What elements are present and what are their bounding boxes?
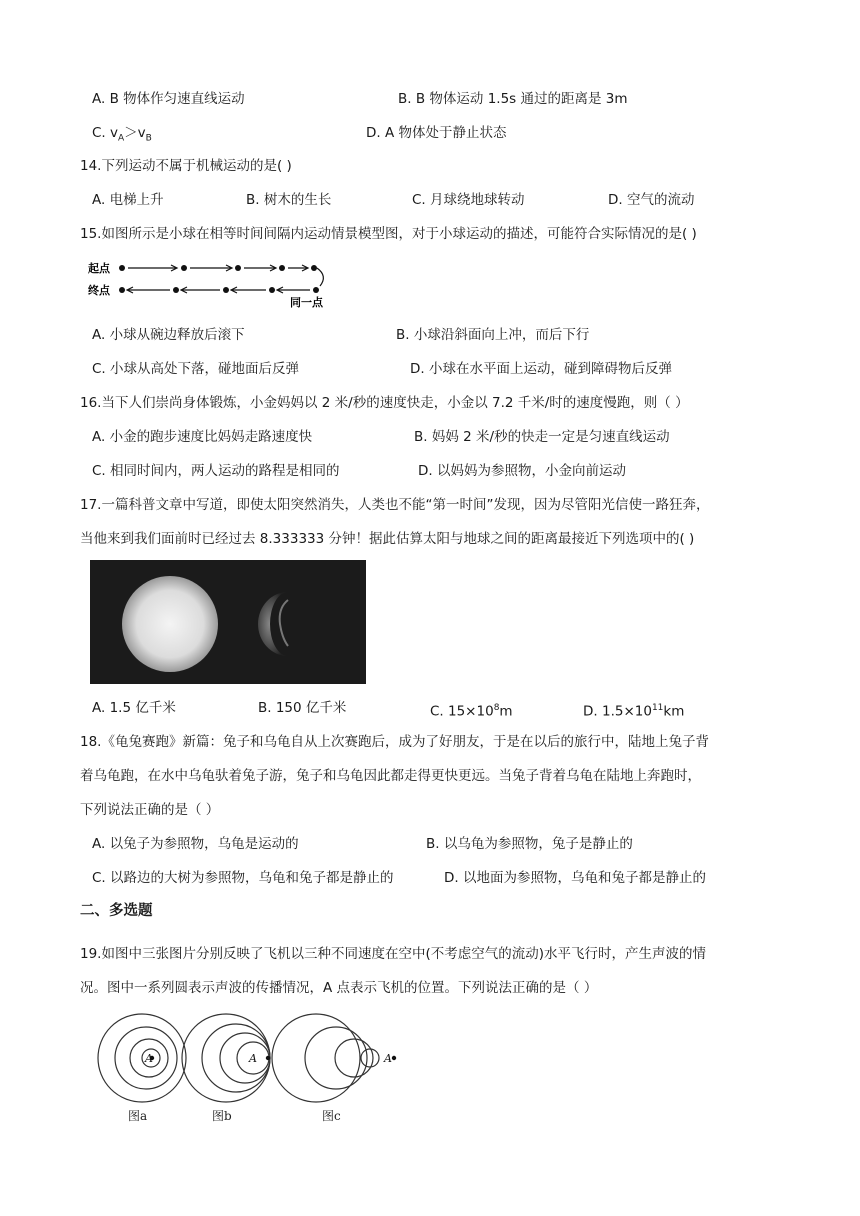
q15-stem: 15.如图所示是小球在相等时间间隔内运动情景模型图，对于小球运动的描述，可能符合实际情况的是( ): [80, 226, 697, 242]
figure-b-caption: 图b: [212, 1109, 232, 1123]
q16-option-c: C. 相同时间内，两人运动的路程是相同的: [92, 463, 340, 479]
q17-option-d: D. $1.5\times 10^{11}km$: [583, 703, 685, 720]
figure-a-label-a: A: [145, 1052, 153, 1065]
q16-option-d: D. 以妈妈为参照物，小金向前运动: [418, 463, 626, 479]
q15-motion-diagram: [86, 256, 336, 308]
q14-option-b: B. 树木的生长: [246, 192, 332, 208]
q15-option-d: D. 小球在水平面上运动，碰到障碍物后反弹: [410, 361, 672, 377]
figure-c-point-a: [392, 1056, 396, 1060]
q18-option-b: B. 以乌龟为参照物，兔子是静止的: [426, 836, 633, 852]
q15-option-c: C. 小球从高处下落，碰地面后反弹: [92, 361, 300, 377]
q18-stem-line3: 下列说法正确的是（ ）: [80, 802, 220, 818]
q15-bottom-row-arrows: [127, 287, 310, 293]
figure-c-caption: 图c: [322, 1109, 341, 1123]
q13-option-d: D. A 物体处于静止状态: [366, 125, 507, 141]
figure-b-label-a: A: [249, 1052, 257, 1065]
q17-stem-line2: 当他来到我们面前时已经过去 8.333333 分钟！据此估算太阳与地球之间的距离最接近下列选项中的( ): [80, 531, 695, 547]
q18-option-a: A. 以兔子为参照物，乌龟是运动的: [92, 836, 299, 852]
sound-wave-figures: [90, 1012, 410, 1124]
q15-start-label: 起点: [88, 262, 110, 275]
q15-option-b: B. 小球沿斜面向上冲，而后下行: [396, 327, 590, 343]
q14-stem: 14.下列运动不属于机械运动的是( ): [80, 158, 292, 174]
q18-stem-line1: 18.《龟兔赛跑》新篇：兔子和乌龟自从上次赛跑后，成为了好朋友，于是在以后的旅行中，陆地上兔子背: [80, 734, 709, 750]
q18-option-c: C. 以路边的大树为参照物，乌龟和兔子都是静止的: [92, 870, 394, 886]
q19-stem-line2: 况。图中一系列圆表示声波的传播情况，A 点表示飞机的位置。下列说法正确的是（ ）: [80, 980, 598, 996]
q13-option-a: A. B 物体作匀速直线运动: [92, 91, 245, 107]
sun-shape: [122, 576, 218, 672]
sun-earth-photo: [90, 560, 366, 684]
figure-b-point-a: [266, 1056, 270, 1060]
q16-stem: 16.当下人们崇尚身体锻炼，小金妈妈以 2 米/秒的速度快走，小金以 7.2 千米/时的速度慢跑，则（ ）: [80, 395, 689, 411]
q15-same-point-label: 同一点: [290, 296, 323, 308]
q18-stem-line2: 着乌龟跑，在水中乌龟驮着兔子游，兔子和乌龟因此都走得更快更远。当兔子背着乌龟在陆地上奔跑时，: [80, 768, 701, 784]
q17-stem-line1: 17.一篇科普文章中写道，即使太阳突然消失，人类也不能“第一时间”发现，因为尽管阳光信使一路狂奔，: [80, 497, 710, 513]
figure-c-circles: [272, 1014, 379, 1102]
q13-option-b: B. B 物体运动 1.5s 通过的距离是 3m: [398, 91, 628, 107]
q15-end-label: 终点: [88, 284, 110, 297]
q15-top-row-arrows: [128, 265, 323, 286]
q15-option-a: A. 小球从碗边释放后滚下: [92, 327, 245, 343]
q14-option-d: D. 空气的流动: [608, 192, 695, 208]
figure-a-caption: 图a: [128, 1109, 148, 1123]
q14-option-a: A. 电梯上升: [92, 192, 164, 208]
q16-option-b: B. 妈妈 2 米/秒的快走一定是匀速直线运动: [414, 429, 670, 445]
q14-option-c: C. 月球绕地球转动: [412, 192, 525, 208]
q17-option-a: A. 1.5 亿千米: [92, 700, 176, 716]
figure-a-circles: [98, 1014, 186, 1102]
q18-option-d: D. 以地面为参照物，乌龟和兔子都是静止的: [444, 870, 706, 886]
q17-option-c: C. $15\times 10^8m$: [430, 703, 513, 720]
q19-stem-line1: 19.如图中三张图片分别反映了飞机以三种不同速度在空中(不考虑空气的流动)水平飞行时，产生声波的情: [80, 946, 707, 962]
figure-c-label-a: A: [384, 1052, 392, 1065]
q16-option-a: A. 小金的跑步速度比妈妈走路速度快: [92, 429, 313, 445]
q17-option-b: B. 150 亿千米: [258, 700, 347, 716]
section-title: 二、多选题: [80, 903, 153, 919]
q13-option-c: C. $v_A>v_B$: [92, 125, 152, 144]
